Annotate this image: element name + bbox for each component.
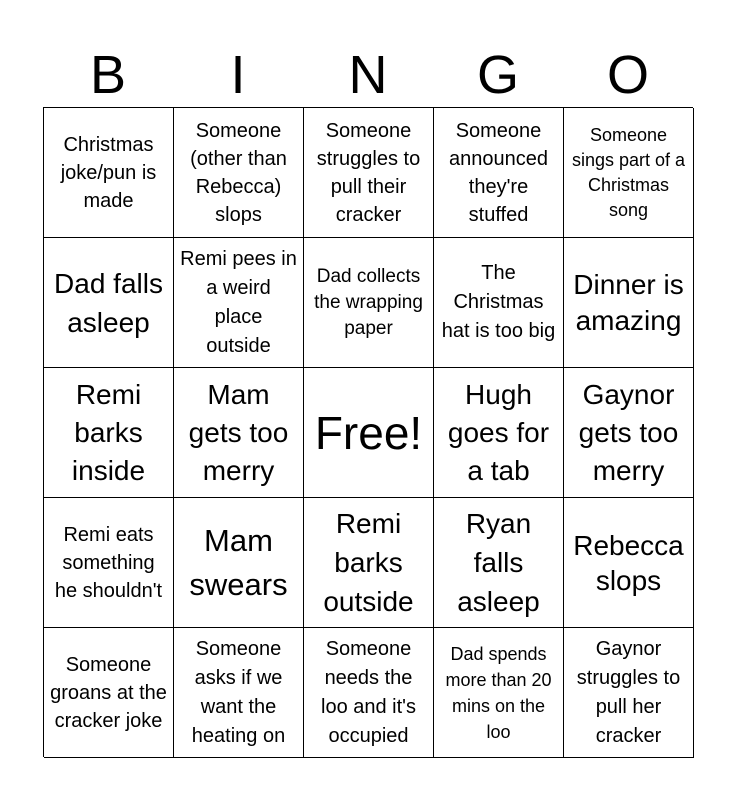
bingo-cell-text: Remi barks outside: [323, 508, 414, 617]
bingo-cell-text: Dad collects the wrapping paper: [314, 265, 423, 339]
bingo-cell-text: Dad spends more than 20 mins on the loo: [445, 643, 552, 742]
bingo-cell[interactable]: [564, 238, 694, 368]
bingo-cell-text: Mam swears: [189, 522, 288, 602]
bingo-cell[interactable]: [304, 498, 434, 628]
bingo-cell[interactable]: [44, 238, 174, 368]
bingo-cell-text: Someone announced they're stuffed: [449, 119, 548, 226]
header-letter-i: I: [230, 45, 246, 105]
bingo-cell[interactable]: [304, 108, 434, 238]
bingo-cell-text: Ryan falls asleep: [457, 508, 540, 617]
header-letter-g: G: [476, 45, 519, 105]
bingo-cell-text: Gaynor gets too merry: [578, 378, 679, 486]
bingo-cell-text: Someone (other than Rebecca) slops: [190, 119, 287, 226]
bingo-cell[interactable]: [564, 498, 694, 628]
bingo-cell-text: Remi eats something he shouldn't: [54, 523, 163, 602]
bingo-cell-text: Remi barks inside: [71, 378, 146, 486]
bingo-cell[interactable]: [434, 108, 564, 238]
bingo-cell[interactable]: [564, 368, 694, 498]
bingo-cell[interactable]: [564, 108, 694, 238]
header-letter-o: O: [606, 45, 649, 105]
free-space-cell[interactable]: [304, 368, 434, 498]
bingo-cell-text: Hugh goes for a tab: [447, 378, 550, 486]
bingo-cell-text: Someone sings part of a Christmas song: [571, 124, 686, 220]
bingo-cell-text: Dinner is amazing: [573, 268, 684, 336]
bingo-cell[interactable]: [434, 498, 564, 628]
bingo-header: [43, 42, 693, 108]
bingo-cell-text: Someone asks if we want the heating on: [191, 637, 286, 747]
bingo-cell[interactable]: [174, 628, 304, 758]
bingo-cell[interactable]: [44, 498, 174, 628]
bingo-cell-text: Mam gets too merry: [188, 378, 289, 486]
bingo-cell-text: Christmas joke/pun is made: [60, 133, 157, 212]
bingo-cell[interactable]: [44, 368, 174, 498]
header-letter-b: B: [89, 45, 127, 105]
bingo-cell[interactable]: [434, 238, 564, 368]
bingo-cell[interactable]: [304, 238, 434, 368]
bingo-cell-text: Dad falls asleep: [54, 267, 163, 338]
bingo-cell-text: Rebecca slops: [573, 529, 684, 596]
bingo-cell[interactable]: [564, 628, 694, 758]
bingo-card-grid: [43, 107, 693, 757]
bingo-cell[interactable]: [304, 628, 434, 758]
bingo-cell[interactable]: [174, 238, 304, 368]
bingo-cell-text: Someone struggles to pull their cracker: [316, 119, 421, 226]
bingo-cell[interactable]: [174, 368, 304, 498]
free-space-text: Free!: [314, 406, 423, 459]
bingo-cell[interactable]: [434, 628, 564, 758]
bingo-cell[interactable]: [174, 498, 304, 628]
bingo-cell[interactable]: [434, 368, 564, 498]
bingo-cell-text: The Christmas hat is too big: [441, 262, 556, 342]
bingo-cell[interactable]: [44, 628, 174, 758]
bingo-cell-text: Someone needs the loo and it's occupied: [321, 637, 416, 747]
bingo-cell-text: Remi pees in a weird place outside: [180, 247, 297, 357]
header-letter-n: N: [348, 45, 388, 105]
bingo-cell-text: Gaynor struggles to pull her cracker: [576, 637, 681, 747]
bingo-cell-text: Someone groans at the cracker joke: [50, 653, 167, 732]
bingo-cell[interactable]: [44, 108, 174, 238]
bingo-cell[interactable]: [174, 108, 304, 238]
